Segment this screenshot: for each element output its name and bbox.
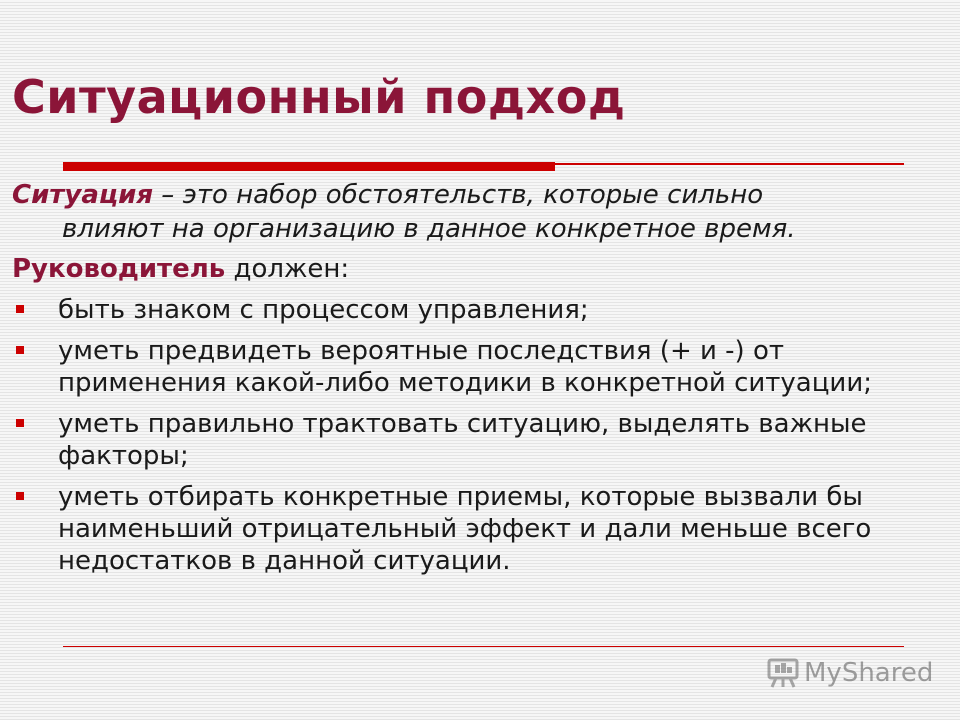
watermark-text: MyShared bbox=[804, 658, 934, 688]
list-item bbox=[12, 408, 942, 472]
bullet-list bbox=[12, 294, 942, 586]
myshared-watermark bbox=[766, 655, 933, 691]
manager-paragraph bbox=[12, 252, 349, 286]
title-underline-thin bbox=[548, 163, 904, 165]
list-item bbox=[12, 335, 942, 399]
definition-term: Ситуация bbox=[12, 180, 154, 210]
list-item-text: уметь правильно трактовать ситуацию, выделять важные факторы; bbox=[58, 409, 867, 471]
bottom-divider bbox=[63, 646, 904, 647]
square-bullet-icon bbox=[16, 492, 24, 500]
title-underline-thick bbox=[63, 162, 555, 171]
list-item-text: быть знаком с процессом управления; bbox=[58, 295, 589, 325]
list-item bbox=[12, 481, 942, 577]
list-item bbox=[12, 294, 942, 326]
definition-text-line1: – это набор обстоятельств, которые сильно bbox=[153, 180, 764, 210]
list-item-text: уметь отбирать конкретные приемы, которые вызвали бы наименьший отрицательный эффект и дали меньше всего недостатков в данной ситуации. bbox=[58, 482, 872, 576]
definition-text-line2: влияют на организацию в данное конкретное время. bbox=[62, 214, 796, 244]
manager-text: должен: bbox=[225, 254, 350, 284]
manager-term: Руководитель bbox=[12, 254, 226, 284]
definition-paragraph bbox=[12, 178, 952, 246]
slide-title: Ситуационный подход bbox=[12, 70, 626, 124]
square-bullet-icon bbox=[16, 419, 24, 427]
list-item-text: уметь предвидеть вероятные последствия (+ и -) от применения какой-либо методики в конкретной ситуации; bbox=[58, 336, 872, 398]
myshared-logo-icon bbox=[766, 656, 800, 690]
square-bullet-icon bbox=[16, 305, 24, 313]
square-bullet-icon bbox=[16, 346, 24, 354]
